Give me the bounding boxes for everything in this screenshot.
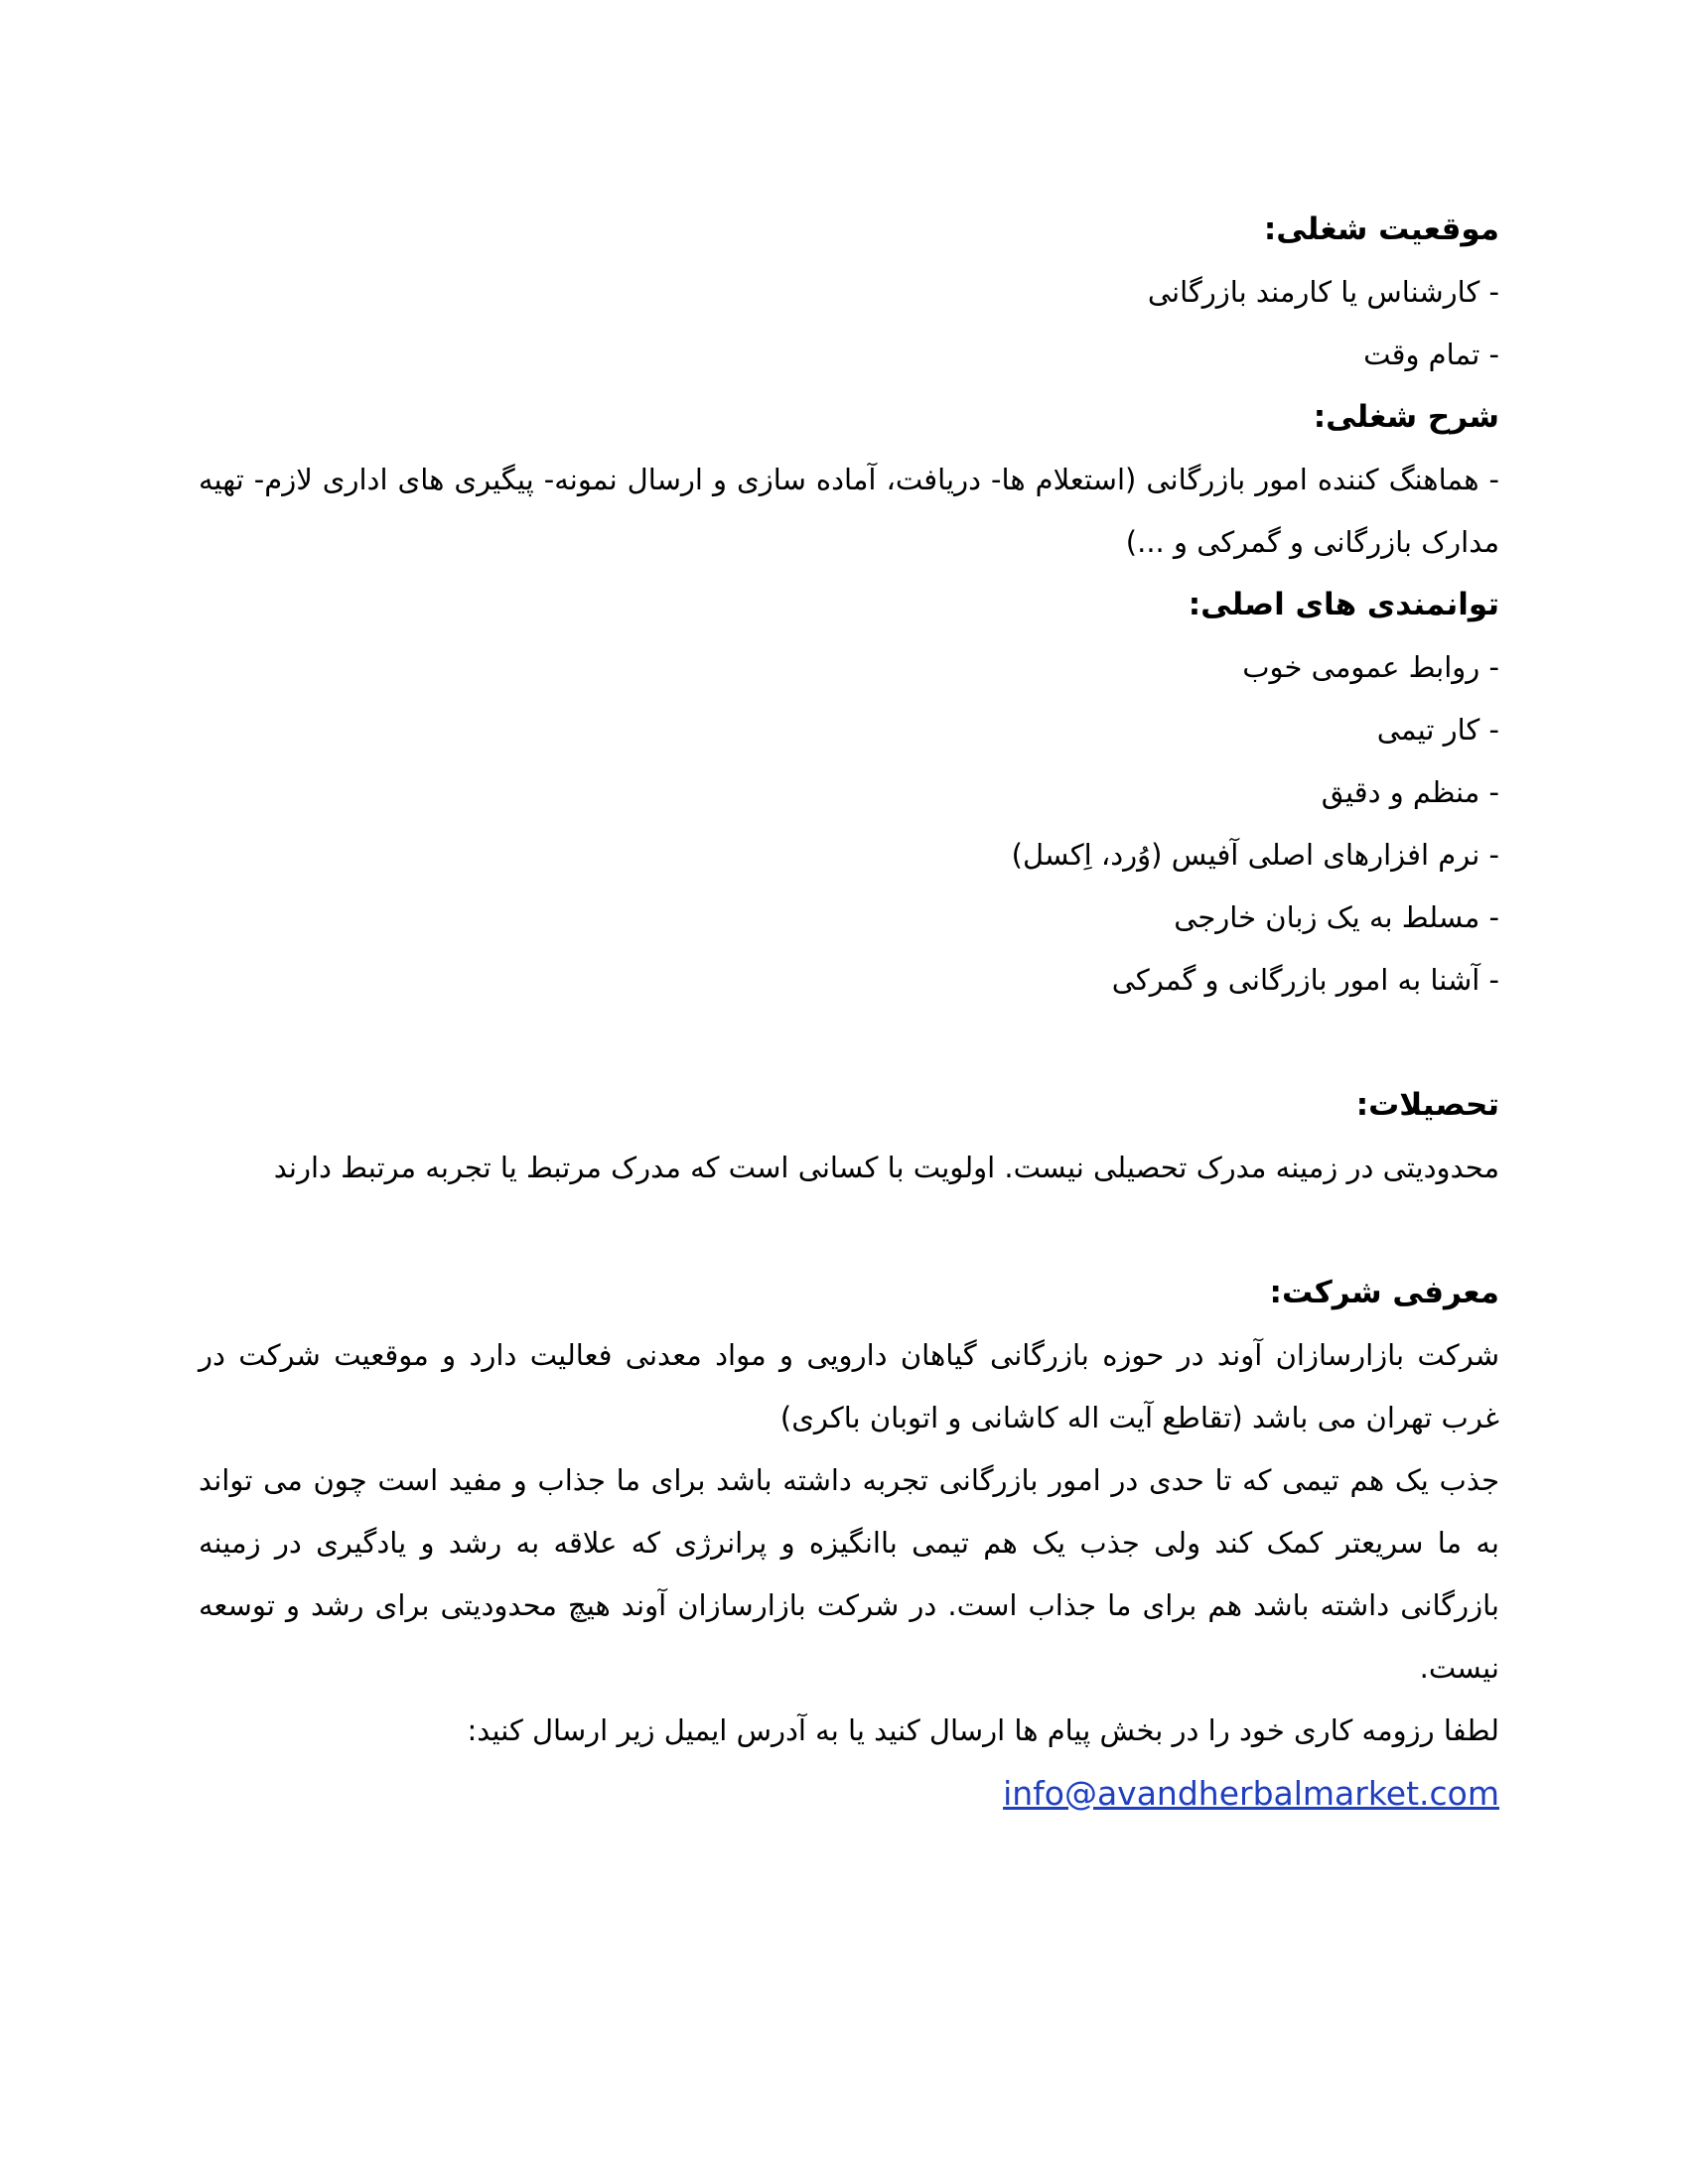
skill-item: - منظم و دقیق: [1321, 775, 1499, 809]
company-section: [199, 1262, 1499, 1827]
education-heading: تحصیلات:: [1355, 1087, 1499, 1123]
job-description-text: - هماهنگ کننده امور بازرگانی (استعلام ها- دریافت، آماده سازی و ارسال نمونه- پیگیری های اداری لازم- تهیه مدارک بازرگانی و گمرکی و ...): [199, 463, 1499, 559]
skill-item: - کار تیمی: [1376, 713, 1499, 747]
email-link[interactable]: info@avandherbalmarket.com: [1003, 1774, 1499, 1813]
education-text: محدودیتی در زمینه مدرک تحصیلی نیست. اولویت با کسانی است که مدرک مرتبط یا تجربه مرتبط دارند: [273, 1151, 1499, 1184]
education-section: [199, 1074, 1499, 1199]
job-description-heading: شرح شغلی:: [1313, 399, 1499, 435]
core-skills-section: [199, 574, 1499, 1012]
job-position-heading: موقعیت شغلی:: [1263, 211, 1499, 247]
skill-item: - نرم افزارهای اصلی آفیس (وُرد، اِکسل): [1011, 838, 1499, 872]
resume-instruction: لطفا رزومه کاری خود را در بخش پیام ها ارسال کنید یا به آدرس ایمیل زیر ارسال کنید:: [467, 1713, 1499, 1747]
skill-item: - آشنا به امور بازرگانی و گمرکی: [1111, 963, 1499, 997]
core-skills-heading: توانمندی های اصلی:: [1188, 587, 1499, 622]
job-position-item: - کارشناس یا کارمند بازرگانی: [1147, 275, 1499, 309]
job-position-section: [199, 199, 1499, 386]
skill-item: - روابط عمومی خوب: [1242, 650, 1499, 684]
skill-item: - مسلط به یک زبان خارجی: [1174, 900, 1499, 934]
company-intro-text: شرکت بازارسازان آوند در حوزه بازرگانی گیاهان دارویی و مواد معدنی فعالیت دارد و موقعیت شرکت در غرب تهران می باشد (تقاطع آیت اله کاشانی و اتوبان باکری): [199, 1338, 1499, 1434]
email-line: [199, 1762, 1499, 1827]
company-team-text: جذب یک هم تیمی که تا حدی در امور بازرگانی تجربه داشته باشد برای ما جذاب و مفید است چون می تواند به ما سریعتر کمک کند ولی جذب یک هم تیمی باانگیزه و پرانرژی که علاقه به رشد و یادگیری در زمینه بازرگانی داشته باشد هم برای ما جذاب است. در شرکت بازارسازان آوند هیچ محدودیتی برای رشد و توسعه نیست.: [199, 1463, 1499, 1685]
company-heading: معرفی شرکت:: [1269, 1275, 1499, 1310]
job-position-item: - تمام وقت: [1363, 338, 1499, 371]
job-description-section: [199, 386, 1499, 574]
